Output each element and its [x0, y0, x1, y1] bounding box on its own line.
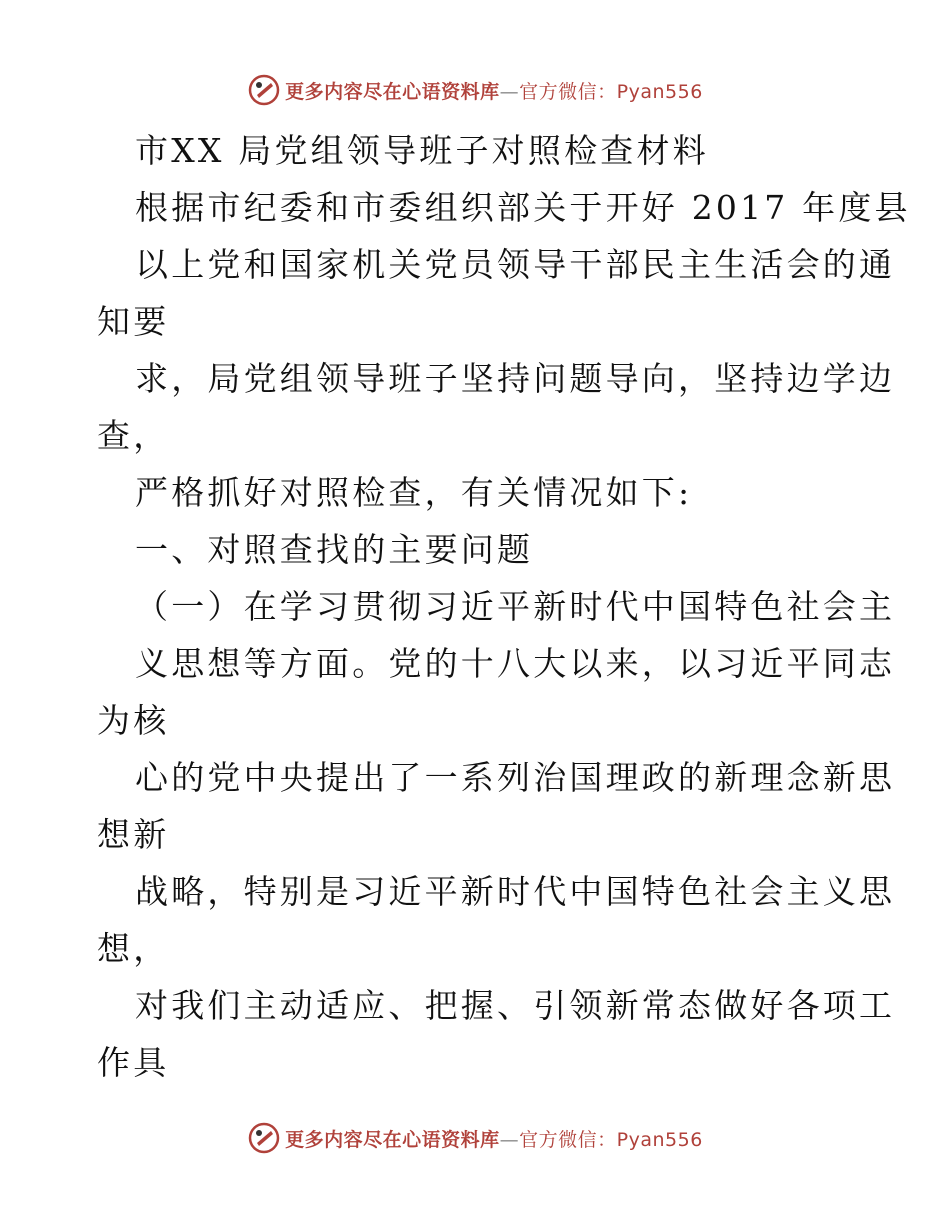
text-line: 战略，特别是习近平新时代中国特色社会主义思 — [135, 872, 896, 911]
text-line: 市XX 局党组领导班子对照检查材料 — [135, 131, 709, 170]
text-line: 知要 — [97, 302, 170, 341]
text-line: 以上党和国家机关党员领导干部民主生活会的通 — [135, 245, 896, 284]
text-line: 严格抓好对照检查，有关情况如下: — [135, 473, 693, 512]
footer-banner — [0, 1118, 950, 1158]
header-banner — [0, 70, 950, 110]
document-body — [97, 122, 911, 1091]
text-line: 作具 — [97, 1043, 170, 1082]
text-line: 求，局党组领导班子坚持问题导向，坚持边学边 — [135, 359, 896, 398]
logo-icon — [247, 73, 281, 107]
banner-text — [285, 77, 703, 104]
text-line: 心的党中央提出了一系列治国理政的新理念新思 — [135, 758, 896, 797]
text-line: 想， — [97, 929, 170, 968]
banner-main-text: 更多内容尽在心语资料库 — [285, 1128, 500, 1151]
logo-icon — [247, 1121, 281, 1155]
text-line: 根据市纪委和市委组织部关于开好 2017 年度县 — [135, 188, 911, 227]
text-line: （一）在学习贯彻习近平新时代中国特色社会主 — [135, 587, 896, 626]
banner-wechat-text: 官方微信：Pyan556 — [519, 1128, 703, 1151]
text-line: 义思想等方面。党的十八大以来，以习近平同志 — [135, 644, 896, 683]
text-line: 对我们主动适应、把握、引领新常态做好各项工 — [135, 986, 896, 1025]
banner-text — [285, 1125, 703, 1152]
banner-main-text: 更多内容尽在心语资料库 — [285, 80, 500, 103]
banner-separator: — — [499, 1128, 520, 1151]
text-line: 一、对照查找的主要问题 — [135, 530, 534, 569]
banner-wechat-text: 官方微信：Pyan556 — [519, 80, 703, 103]
banner-separator: — — [499, 80, 520, 103]
text-line: 为核 — [97, 701, 170, 740]
text-line: 查， — [97, 416, 170, 455]
text-line: 想新 — [97, 815, 170, 854]
